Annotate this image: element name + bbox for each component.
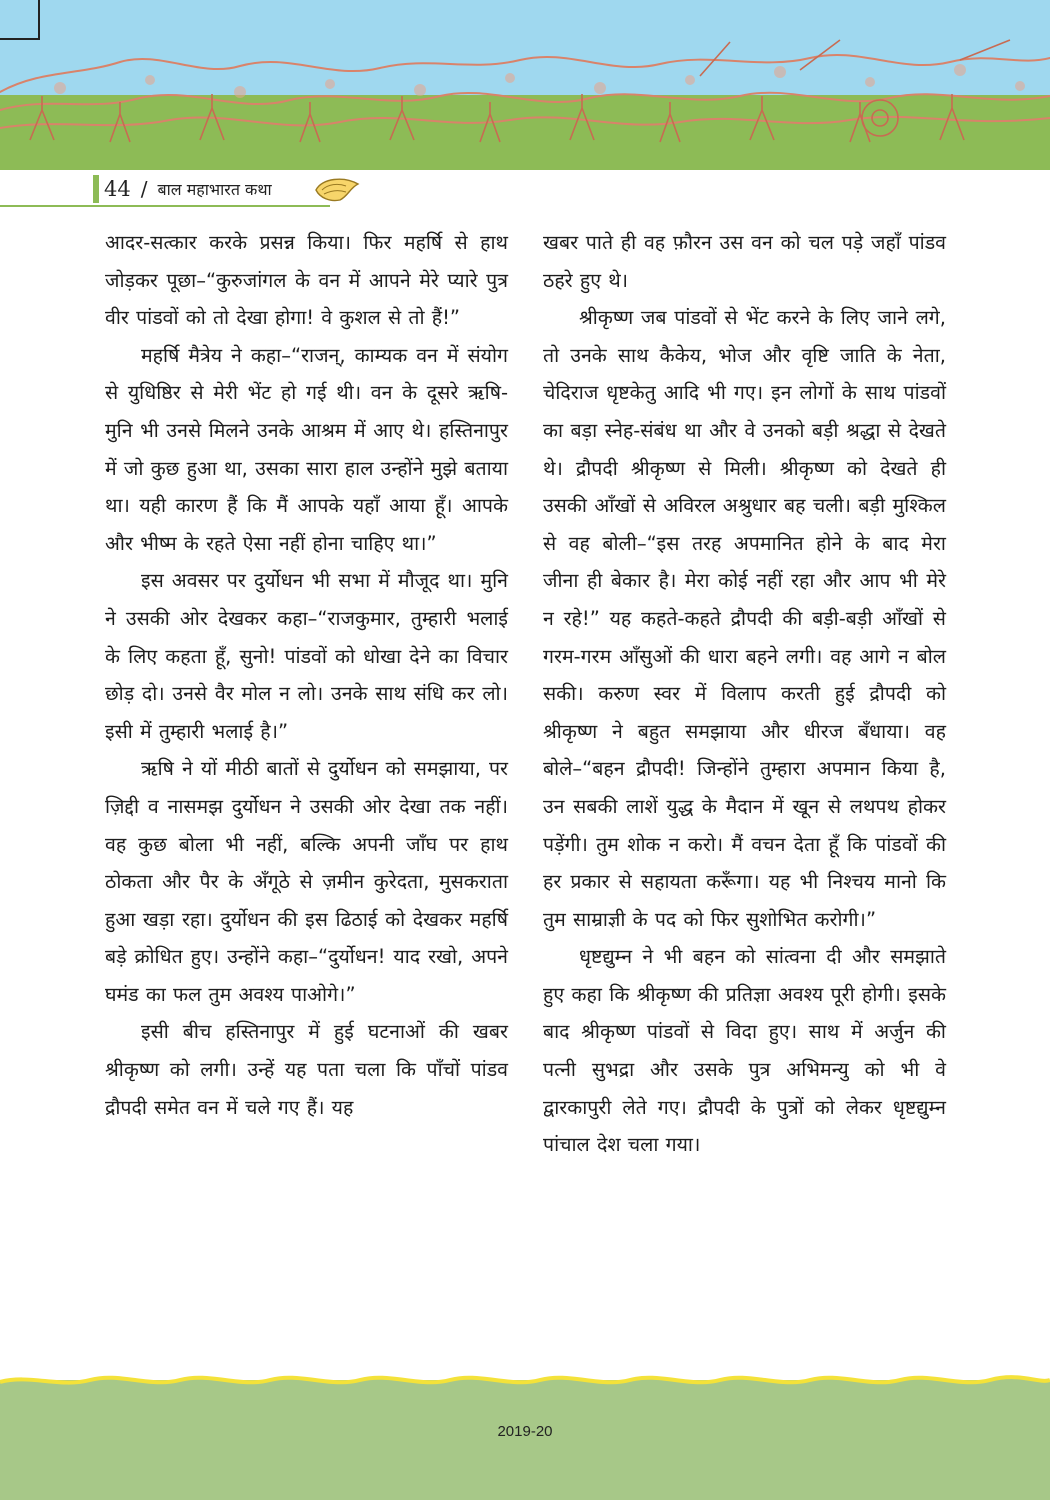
paragraph: इस अवसर पर दुर्योधन भी सभा में मौजूद था। मुनि ने उसकी ओर देखकर कहा–“राजकुमार, तुम्हारी भलाई के लिए कहता हूँ, सुनो! पांडवों को धोखा देने का विचार छोड़ दो। उनसे वैर मोल न लो। उनके साथ संधि कर लो। इसी में तुम्हारी भलाई है।” xyxy=(105,569,508,743)
battle-figures-illustration xyxy=(0,0,1050,170)
page-number: 44 xyxy=(104,177,131,201)
paragraph: श्रीकृष्ण जब पांडवों से भेंट करने के लिए जाने लगे, तो उनके साथ कैकेय, भोज और वृष्टि जाति के नेता, चेदिराज धृष्टकेतु आदि भी गए। इन लोगों के साथ पांडवों का बड़ा स्नेह-संबंध था और वे उनको बड़ी श्रद्धा से देखते थे। द्रौपदी श्रीकृष्ण से मिली। श्रीकृष्ण को देखते ही उसकी आँखों से अविरल अश्रुधार बह चली। बड़ी मुश्किल से वह बोली–“इस तरह अपमानित होने के बाद मेरा जीना ही बेकार है। मेरा कोई नहीं रहा और आप भी मेरे न रहे!” यह कहते-कहते द्रौपदी की बड़ी-बड़ी आँखों से गरम-गरम आँसुओं की धारा बहने लगी। वह आगे न बोल सकी। करुण स्वर में विलाप करती हुई द्रौपदी को श्रीकृष्ण ने बहुत समझाया और धीरज बँधाया। वह बोले–“बहन द्रौपदी! जिन्होंने तुम्हारा अपमान किया है, उन सबकी लाशें युद्ध के मैदान में खून से लथपथ होकर पड़ेंगी। तुम शोक न करो। मैं वचन देता हूँ कि पांडवों की हर प्रकार से सहायता करूँगा। यह भी निश्चय मानो कि तुम साम्राज्ञी के पद को फिर सुशोभित करोगी।” xyxy=(543,306,946,931)
paragraph: खबर पाते ही वह फ़ौरन उस वन को चल पड़े जहाँ पांडव ठहरे हुए थे। xyxy=(543,231,946,292)
footer-fill xyxy=(0,1380,1050,1500)
left-column xyxy=(105,224,508,1126)
crop-mark-top-left-vertical xyxy=(38,0,40,40)
footer-wavy-edge xyxy=(0,1366,1050,1396)
crop-mark-top-left-horizontal xyxy=(0,38,40,40)
paragraph: धृष्टद्युम्न ने भी बहन को सांत्वना दी और समझाते हुए कहा कि श्रीकृष्ण की प्रतिज्ञा अवश्य पूरी होगी। इसके बाद श्रीकृष्ण पांडवों से विदा हुए। साथ में अर्जुन की पत्नी सुभद्रा और उसके पुत्र अभिमन्यु को भी वे द्वारकापुरी लेते गए। द्रौपदी के पुत्रों को लेकर धृष्टद्युम्न पांचाल देश चला गया। xyxy=(543,945,946,1157)
right-column xyxy=(543,224,946,1164)
book-title: बाल महाभारत कथा xyxy=(157,180,272,199)
running-head-separator: / xyxy=(140,177,148,201)
paragraph: ऋषि ने यों मीठी बातों से दुर्योधन को समझाया, पर ज़िद्दी व नासमझ दुर्योधन ने उसकी ओर देखा तक नहीं। वह कुछ बोला भी नहीं, बल्कि अपनी जाँघ पर हाथ ठोकता और पैर के अँगूठे से ज़मीन कुरेदता, मुसकराता हुआ खड़ा रहा। दुर्योधन की इस ढिठाई को देखकर महर्षि बड़े क्रोधित हुए। उन्होंने कहा–“दुर्योधन! याद रखो, अपने घमंड का फल तुम अवश्य पाओगे।” xyxy=(105,757,508,1006)
print-year: 2019-20 xyxy=(497,1423,553,1440)
paragraph: इसी बीच हस्तिनापुर में हुई घटनाओं की खबर श्रीकृष्ण को लगी। उन्हें यह पता चला कि पाँचों पांडव द्रौपदी समेत वन में चले गए हैं। यह xyxy=(105,1020,508,1119)
running-head-rule xyxy=(0,205,330,207)
paragraph: आदर-सत्कार करके प्रसन्न किया। फिर महर्षि से हाथ जोड़कर पूछा–“कुरुजांगल के वन में आपने मेरे प्यारे पुत्र वीर पांडवों को तो देखा होगा! वे कुशल से तो हैं!” xyxy=(105,231,508,330)
paragraph: महर्षि मैत्रेय ने कहा–“राजन्, काम्यक वन में संयोग से युधिष्ठिर से मेरी भेंट हो गई थी। वन के दूसरे ऋषि-मुनि भी उनसे मिलने उनके आश्रम में आए थे। हस्तिनापुर में जो कुछ हुआ था, उसका सारा हाल उन्होंने मुझे बताया था। यही कारण हैं कि मैं आपके यहाँ आया हूँ। आपके और भीष्म के रहते ऐसा नहीं होना चाहिए था।” xyxy=(105,343,508,555)
conch-icon xyxy=(312,176,362,202)
header-illustration xyxy=(0,0,1050,170)
